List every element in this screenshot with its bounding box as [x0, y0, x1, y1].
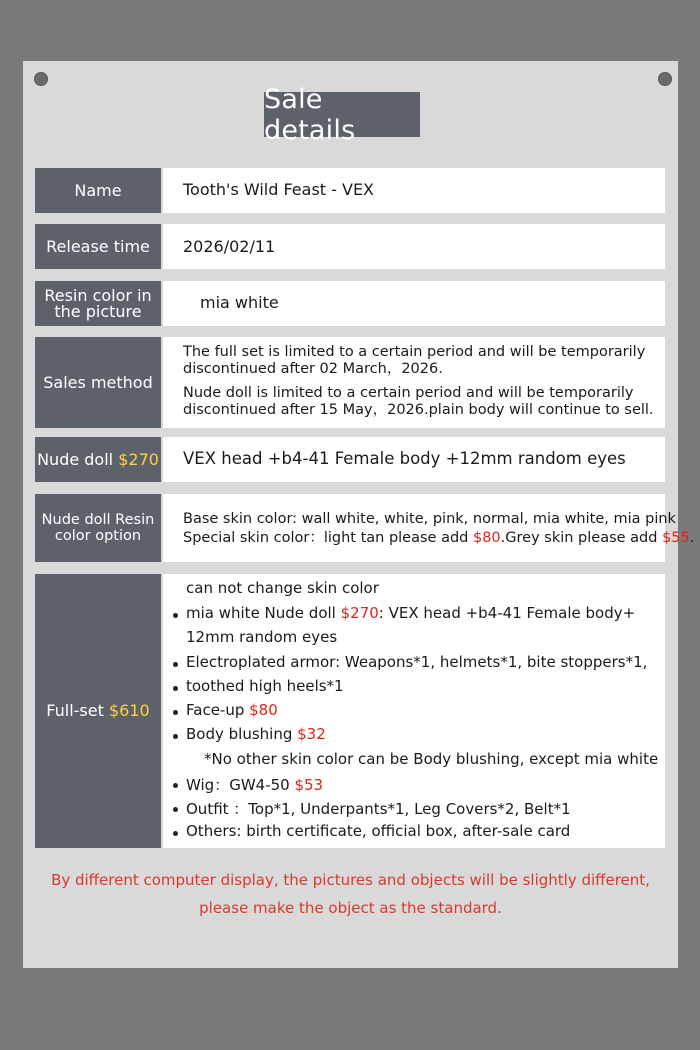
list-item — [186, 677, 344, 695]
row-value — [163, 168, 665, 213]
text-line: discontinued after 02 March，2026. — [183, 361, 443, 377]
price-text: $55 — [662, 530, 690, 546]
text-line: Base skin color: wall white, white, pink, normal, mia white, mia pink — [183, 511, 676, 527]
row-value — [163, 574, 665, 848]
pin-dot-icon — [34, 72, 48, 86]
text-segment: Others: birth certificate, official box, after-sale card — [186, 822, 571, 840]
price-text: $32 — [297, 725, 326, 743]
price-text: $53 — [294, 776, 324, 794]
row-release-time — [35, 224, 665, 269]
row-full-set — [35, 574, 665, 848]
text-segment: toothed high heels*1 — [186, 677, 344, 695]
row-value — [163, 224, 665, 269]
skin-color-list — [183, 510, 694, 548]
list-item — [186, 725, 326, 743]
sales-paragraph — [183, 344, 645, 378]
row-value — [163, 337, 665, 428]
text-segment: Body blushing — [186, 725, 298, 743]
row-resin-option — [35, 494, 695, 562]
page-title: Sale details — [264, 92, 420, 137]
text-segment: mia white Nude doll — [186, 604, 341, 622]
row-value — [163, 494, 695, 562]
row-label — [35, 281, 161, 326]
label-text: Nude doll Resin — [41, 512, 155, 528]
disclaimer-line: please make the object as the standard. — [199, 899, 502, 917]
label-text — [46, 703, 149, 719]
list-item — [186, 798, 571, 819]
label-text: Nude doll — [37, 449, 114, 469]
blushing-note: *No other skin color can be Body blushing, except mia white — [204, 750, 659, 768]
label-text: Sales method — [43, 372, 153, 392]
row-value — [163, 281, 665, 326]
row-nude-doll — [35, 437, 665, 482]
price-badge: $610 — [108, 701, 150, 720]
price-text: $80 — [472, 530, 501, 546]
sale-details-card — [23, 61, 695, 968]
row-name — [35, 168, 665, 213]
release-date: 2026/02/11 — [183, 237, 276, 256]
label-text: the picture — [54, 301, 142, 321]
text-segment: Outfit ：Top*1, Underpants*1, Leg Covers*2, Belt*1 — [186, 800, 571, 818]
list-item — [186, 774, 323, 795]
sales-paragraph — [183, 385, 654, 419]
text-line: The full set is limited to a certain period and will be temporarily — [183, 344, 646, 360]
label-text: Resin color in — [44, 285, 152, 305]
pin-dot-icon — [658, 72, 672, 86]
label-text: color option — [54, 528, 142, 544]
label-text: Name — [74, 180, 122, 200]
text-segment: Electroplated armor: Weapons*1, helmets*1, bite stoppers*1, — [186, 653, 648, 671]
text-segment: Special skin color：light tan please add — [183, 530, 473, 546]
row-label — [35, 574, 161, 848]
row-label — [35, 224, 161, 269]
list-item — [186, 822, 570, 840]
text-segment: . — [689, 530, 695, 546]
row-value — [163, 437, 665, 482]
text-line — [183, 529, 694, 548]
text-line: Nude doll is limited to a certain period and will be temporarily — [183, 385, 634, 401]
row-resin-color — [35, 281, 665, 326]
price-text: $270 — [340, 604, 379, 622]
text-segment: Wig：GW4-50 — [186, 776, 295, 794]
row-label — [35, 437, 161, 482]
list-item — [186, 604, 635, 622]
price-badge: $270 — [118, 449, 159, 469]
list-item — [186, 653, 647, 671]
text-line: discontinued after 15 May，2026.plain body will continue to sell. — [183, 402, 654, 418]
text-segment: Face-up — [186, 701, 250, 719]
text-segment: .Grey skin please add — [500, 530, 663, 546]
label-text: Full-set — [46, 701, 104, 720]
price-text: $80 — [249, 701, 278, 719]
row-sales-method — [35, 337, 665, 428]
disclaimer-line: By different computer display, the pictures and objects will be slightly different, — [51, 871, 650, 889]
nude-doll-contents: VEX head +b4-41 Female body +12mm random eyes — [183, 449, 626, 468]
row-label — [35, 494, 161, 562]
text-segment: : VEX head +b4-41 Female body+ — [378, 604, 636, 622]
label-text: Release time — [46, 236, 150, 256]
skin-color-note: can not change skin color — [186, 579, 379, 597]
product-name: Tooth's Wild Feast - VEX — [183, 180, 375, 199]
resin-color-value: mia white — [200, 293, 279, 312]
row-label — [35, 337, 161, 428]
list-item-continued: 12mm random eyes — [186, 628, 338, 646]
row-label — [35, 168, 161, 213]
list-item — [186, 701, 278, 719]
label-text — [37, 449, 159, 469]
